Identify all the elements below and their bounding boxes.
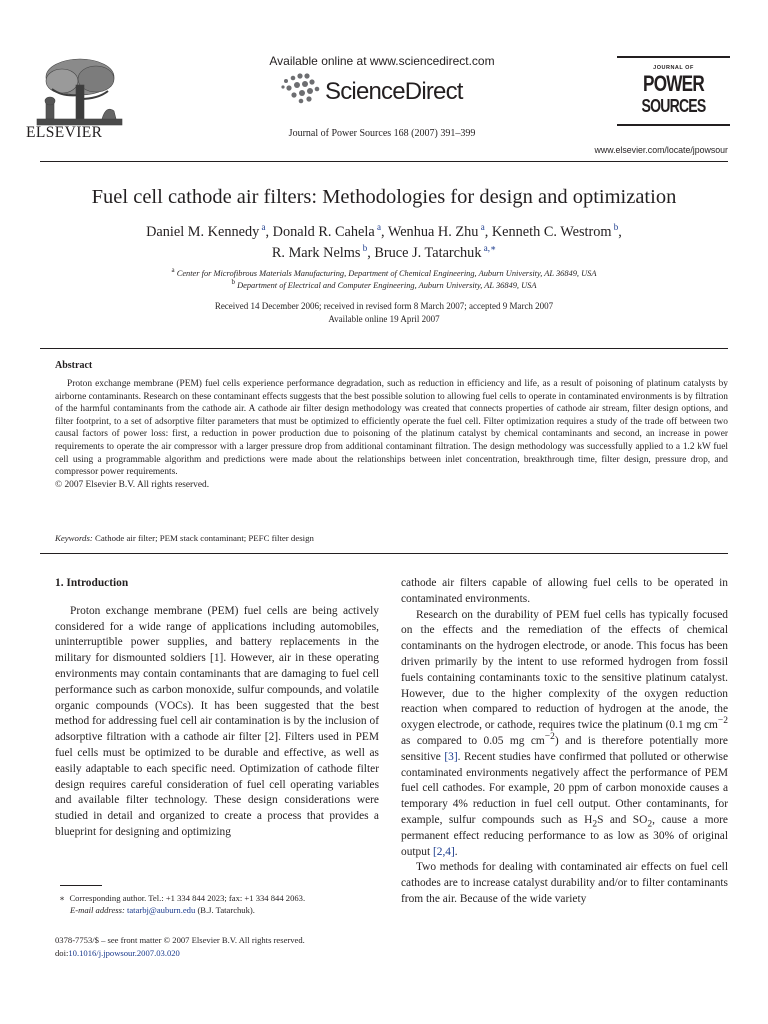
section-heading-introduction: 1. Introduction [55,577,129,589]
affiliations [40,268,728,291]
doi-link[interactable]: 10.1016/j.jpowsour.2007.03.020 [68,948,180,958]
available-online-text: Available online at www.sciencedirect.com [269,54,495,68]
affiliation-a: $^a$ Center for Microfibrous Materials Manufacturing, Department of Chemical Engineering, Auburn University, AL 36849, USA [171,266,597,278]
elsevier-tree-logo [32,55,127,130]
author-name: Wenhua H. Zhu [387,224,479,240]
email-note: E-mail address: tatarbj@auburn.edu (B.J. Tatarchuk). [70,905,255,915]
author-name: Kenneth C. Westrom [491,224,612,240]
right-column [401,576,728,908]
journal-logo [617,56,730,128]
author-name: R. Mark Nelms [271,245,361,261]
author-affiliation-mark[interactable]: a [374,222,381,233]
article-title: Fuel cell cathode air filters: Methodologies for design and optimization [91,186,677,208]
email-link[interactable]: tatarbj@auburn.edu [126,905,196,915]
received-dates: Received 14 December 2006; received in revised form 8 March 2007; accepted 9 March 2007 [214,301,554,311]
author-affiliation-mark[interactable]: b [360,243,368,254]
citation-link[interactable]: [3] [444,750,458,763]
footnote [55,892,305,916]
author-affiliation-mark[interactable]: a [259,222,266,233]
abstract-bottom-divider [40,553,728,554]
author-affiliation-mark[interactable]: a [478,222,485,233]
intro-paragraph-2: Research on the durability of PEM fuel cells has typically focused on the effects and the remediation of the effects of chemical contaminants on the hydrogen electrode, or anode. This focus has been driven primarily by the intent to use reformed hydrogen from fossil fuels containing contaminants toxic to the sensitive platinum catalyst. However, due to the higher complexity of the oxygen reduction reaction when compared to reduction of hydrogen at the anode, the oxygen electrode, or cathode, requires twice the platinum (0.1 mg $cm^{-2}$ as compared to 0.05 mg $cm^{-2}$) and is therefore potentially more sensitive [3]. Recent studies have confirmed that polluted or otherwise contaminated environments negatively affect the performance of PEM fuel cell cathodes. For example, 20 ppm of carbon monoxide causes a temporary 4% reduction in fuel cell output. Other contaminants, for example, sulfur compounds such as $H_2S$ and $SO_2$, cause a more permanent effect reducing performance to as low as 30% of original output [2,4]. [401,608,729,858]
abstract-text: Proton exchange membrane (PEM) fuel cells experience performance degradation, such as reduction in efficiency and life, as a result of poisoning of platinum catalysts by airborne contaminants. Research on these contaminant effects suggests that the best possible solution to allowing fuel cells to operate in contaminated environments is by filtration of the harmful contaminants from the cathode air. A cathode air filter design methodology was created that connects properties of cathode air stream, filter design options, and filter footprint, to a set of adsorptive filter parameters that must be optimized to efficiently operate the fuel cell. Filter optimization requires a study of the trade off between two causal factors of power loss: first, a reduction in power production due to poisoning of the platinum catalyst by chemical contaminants and second, an increase in power requirements to operate the air compressor with a larger pressure drop from additional contaminant filtration. The design methodology was successfully applied to a 1.2 kW fuel cell using a programmable algorithm and predictions were made about the relationships between inlet concentration, breakthrough time, filter design, pressure drop, and compressor power requirements. [55,379,728,478]
intro-paragraph-1-continued: cathode air filters capable of allowing fuel cells to be operated in contaminated environments. [401,577,728,605]
author-affiliation-mark[interactable]: b [611,222,619,233]
abstract-body [55,378,728,491]
bottom-info [55,934,305,960]
journal-logo-power-text: POWER [643,71,704,96]
corresponding-author-note: ∗ Corresponding author. Tel.: +1 334 844 2023; fax: +1 334 844 2063. [59,893,306,903]
abstract-copyright: © 2007 Elsevier B.V. All rights reserved. [55,479,210,490]
article-dates [40,300,728,325]
author-name: Daniel M. Kennedy [146,224,260,240]
authors-line-2: R. Mark Nelms $^b$, Bruce J. Tatarchuk $^{a,∗}$ [271,243,497,261]
left-column [55,576,379,841]
keywords [55,533,314,543]
sciencedirect-brand: ScienceDirect [325,78,463,105]
journal-reference: Journal of Power Sources 168 (2007) 391–399 [288,128,476,139]
header-divider [40,161,728,162]
keywords-label: Keywords: [55,533,93,543]
journal-logo-top-text: JOURNAL OF [653,65,694,71]
journal-logo-sources-text: SOURCES [641,96,706,116]
doi-line: doi:10.1016/j.jpowsour.2007.03.020 [55,948,180,958]
author-name: Donald R. Cahela [272,224,375,240]
available-online-date: Available online 19 April 2007 [328,313,440,324]
publisher-name: ELSEVIER [26,124,103,141]
author-name: Bruce J. Tatarchuk [374,245,482,261]
abstract-heading: Abstract [55,360,93,371]
keywords-list: Cathode air filter; PEM stack contaminant; PEFC filter design [95,533,314,543]
journal-url-link[interactable]: www.elsevier.com/locate/jpowsour [594,145,728,155]
affiliation-b: $^b$ Department of Electrical and Computer Engineering, Auburn University, AL 36849, USA [231,277,537,290]
intro-paragraph-3: Two methods for dealing with contaminated air effects on fuel cell cathodes are to increase catalyst durability and/or to filter contaminants from the air. Because of the wide variety [401,861,728,905]
author-list [40,222,728,264]
author-affiliation-mark[interactable]: a,∗ [481,243,497,254]
sciencedirect-dots-icon [280,72,324,106]
intro-paragraph-1: Proton exchange membrane (PEM) fuel cells are being actively considered for a wide range of applications including automobiles, uninterruptible power supplies, and battery replacements in the military for dismounted soldiers [1]. However, air in these operating environments may contain contaminants that are damaging to fuel cell performance such as carbon monoxide, sulfur compounds, and volatile organic compounds (VOCs). It has been suggested that the best method for addressing fuel cell air contamination is by the inclusion of adsorptive filtration with a cathode air filter [2]. Filters used in PEM fuel cells must be optimized to be durable and effective, as well as easily adaptable to each specific need. Optimization of cathode filter design requires careful consideration of fuel cell operating variables and available filter technology. These design considerations were studied in detail and organized to create a process that provides a blueprint for designing and optimizing [55,604,379,838]
citation-link[interactable]: [2,4] [432,845,455,858]
footnote-divider [60,885,102,886]
abstract-top-divider [40,348,728,349]
issn-line: 0378-7753/$ – see front matter © 2007 Elsevier B.V. All rights reserved. [55,935,305,945]
authors-line-1: Daniel M. Kennedy $^a$, Donald R. Cahela $^a$, Wenhua H. Zhu $^a$, Kenneth C. Westrom $^b$, [146,222,622,240]
